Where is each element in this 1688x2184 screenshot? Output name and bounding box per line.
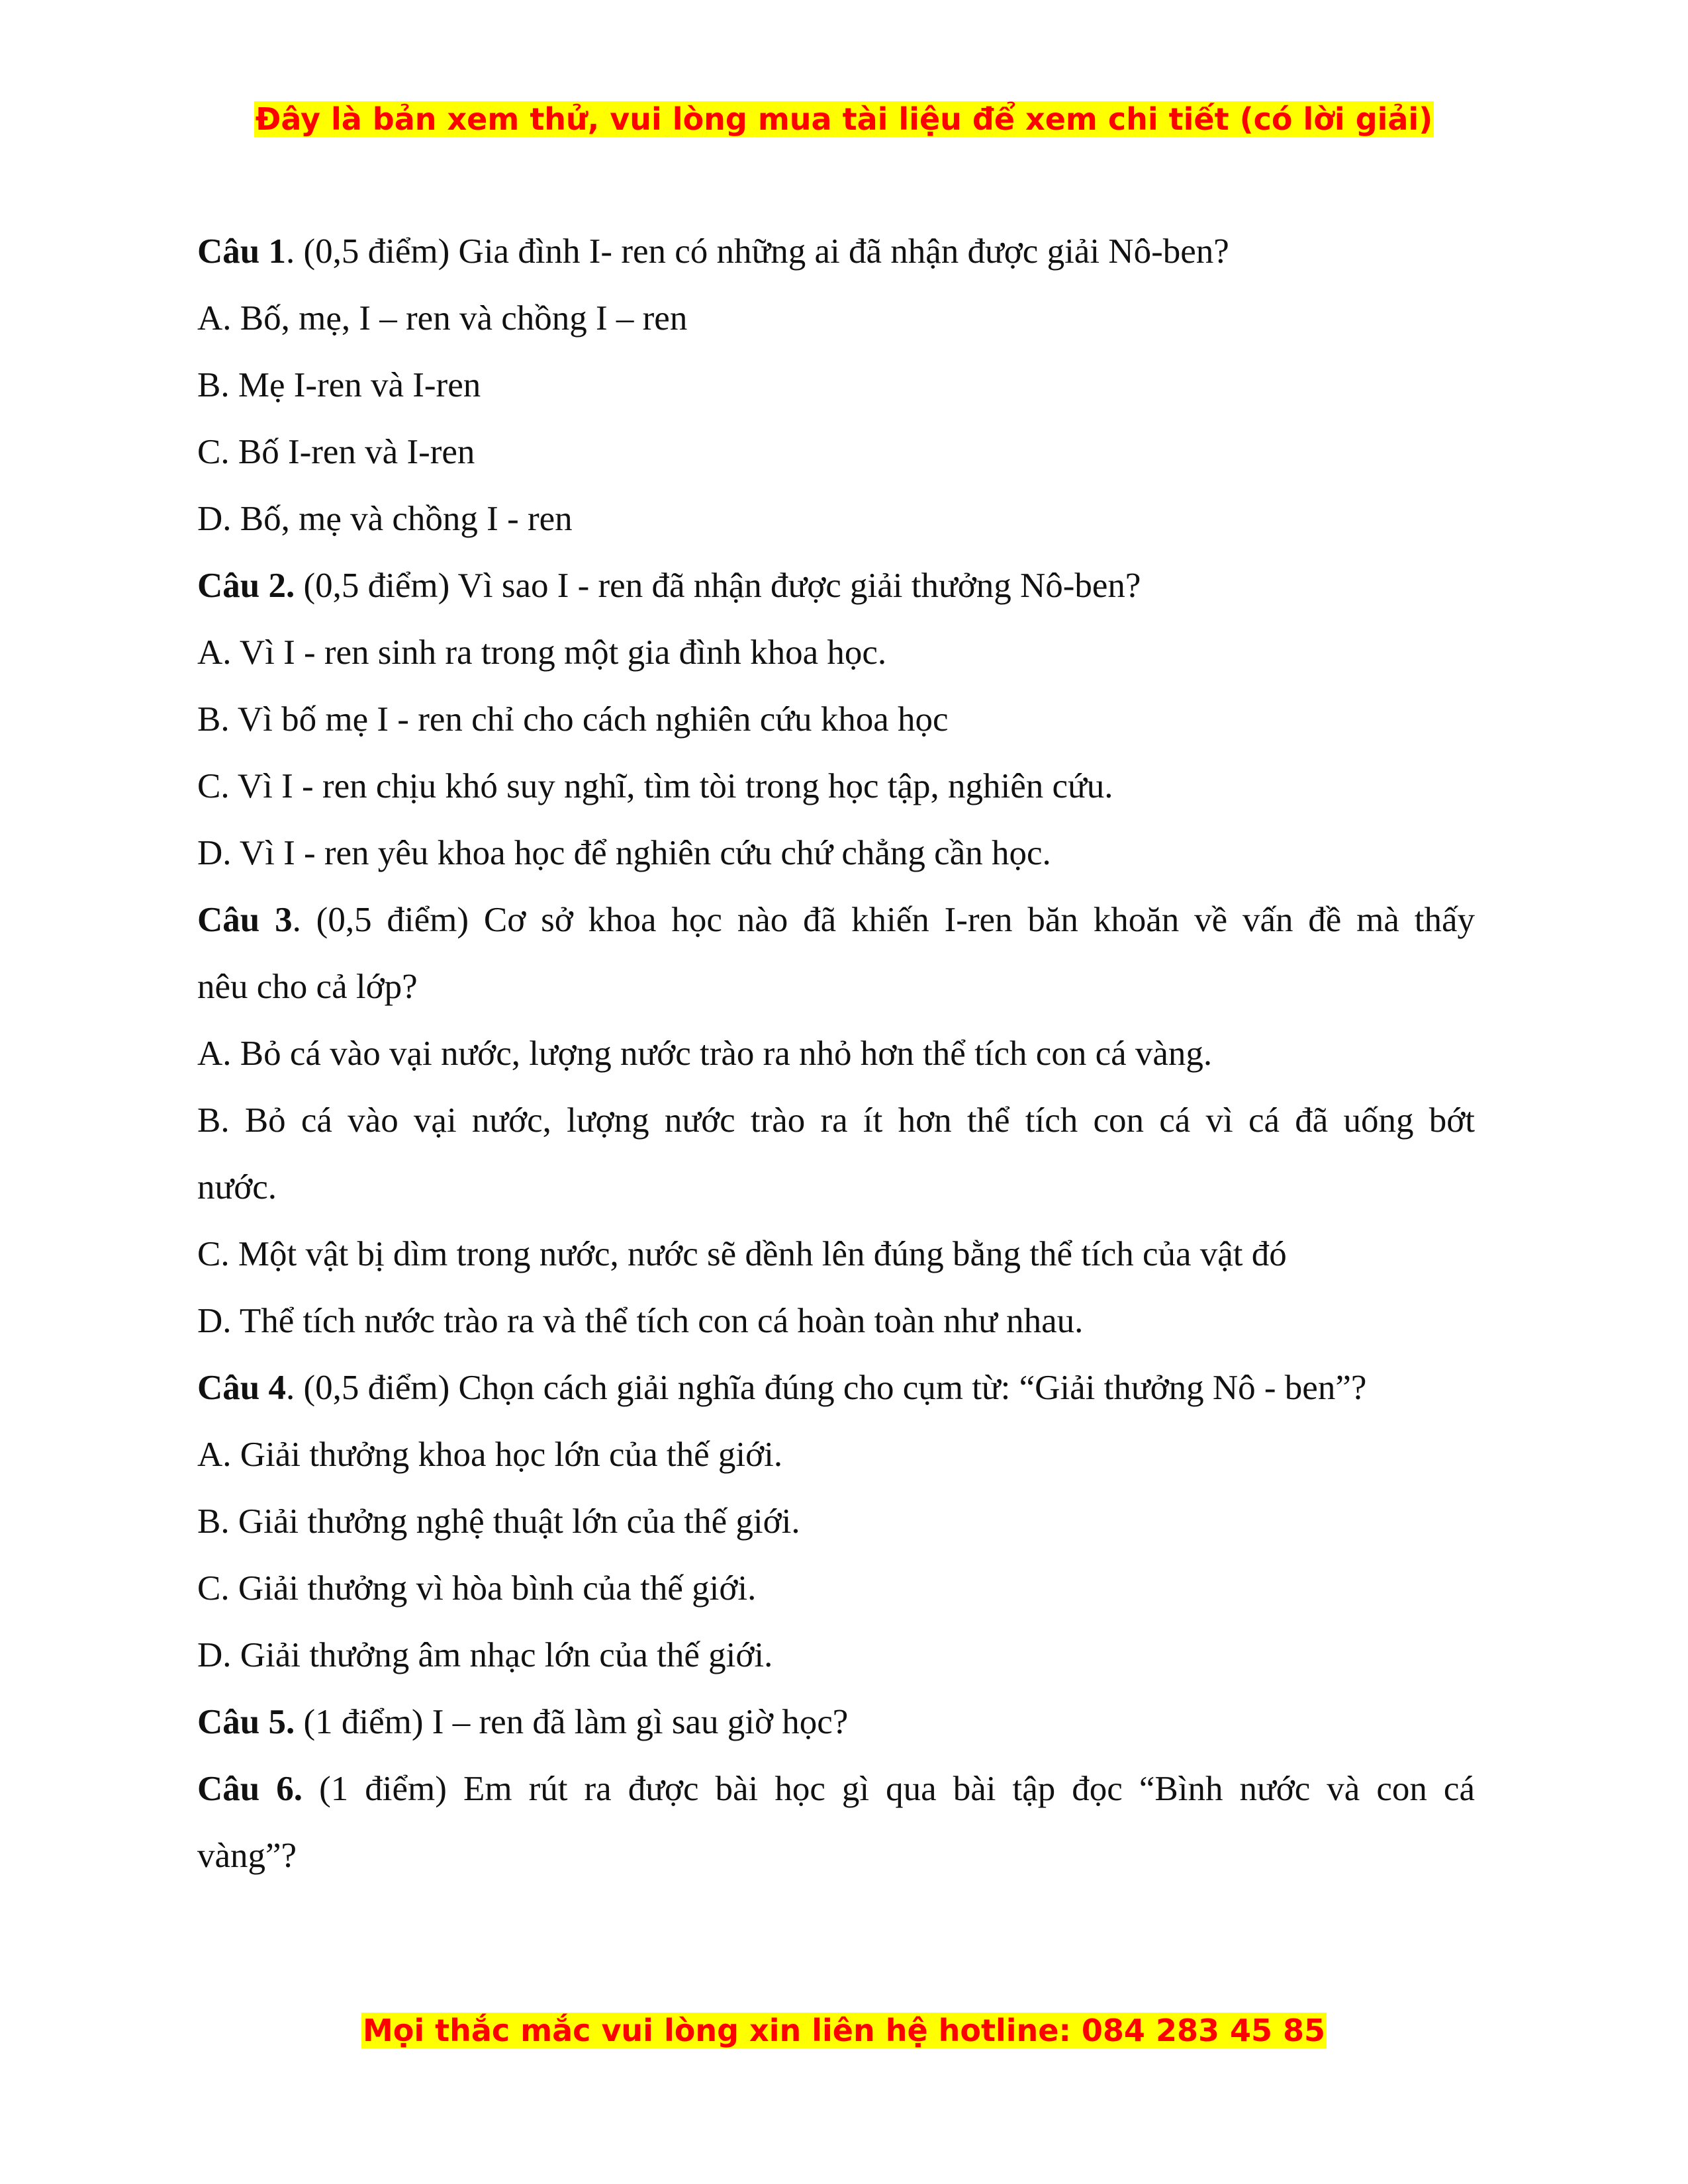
question-2-label: Câu 2. bbox=[197, 567, 295, 605]
preview-notice-text: Đây là bản xem thử, vui lòng mua tài liệu để xem chi tiết (có lời giải) bbox=[255, 101, 1433, 137]
question-6 bbox=[197, 1756, 1475, 1823]
question-3-text: . (0,5 điểm) Cơ sở khoa học nào đã khiến I-ren băn khoăn về vấn đề mà thấy bbox=[292, 901, 1475, 939]
question-3-option-a: A. Bỏ cá vào vại nước, lượng nước trào ra nhỏ hơn thể tích con cá vàng. bbox=[197, 1034, 1213, 1073]
question-4-label: Câu 4 bbox=[197, 1369, 287, 1407]
question-3 bbox=[197, 887, 1475, 954]
preview-notice bbox=[0, 98, 1688, 140]
question-4-text: . (0,5 điểm) Chọn cách giải nghĩa đúng cho cụm từ: “Giải thưởng Nô - ben”? bbox=[286, 1369, 1367, 1407]
question-1-text: . (0,5 điểm) Gia đình I- ren có những ai đã nhận được giải Nô-ben? bbox=[286, 232, 1229, 271]
question-6-label: Câu 6. bbox=[197, 1770, 303, 1808]
question-5 bbox=[197, 1689, 1475, 1756]
question-4-option-b: B. Giải thưởng nghệ thuật lớn của thế giới. bbox=[197, 1502, 800, 1541]
question-2-option-d: D. Vì I - ren yêu khoa học để nghiên cứu chứ chẳng cần học. bbox=[197, 834, 1051, 872]
question-4-option-c: C. Giải thưởng vì hòa bình của thế giới. bbox=[197, 1569, 757, 1608]
hotline-notice bbox=[0, 2009, 1688, 2052]
question-1-option-b: B. Mẹ I-ren và I-ren bbox=[197, 366, 481, 404]
question-5-label: Câu 5. bbox=[197, 1703, 295, 1741]
question-2-option-b: B. Vì bố mẹ I - ren chỉ cho cách nghiên cứu khoa học bbox=[197, 700, 949, 739]
question-1 bbox=[197, 218, 1475, 285]
question-3-option-d: D. Thể tích nước trào ra và thể tích con cá hoàn toàn như nhau. bbox=[197, 1302, 1084, 1340]
question-2-text: (0,5 điểm) Vì sao I - ren đã nhận được giải thưởng Nô-ben? bbox=[295, 567, 1141, 605]
question-2 bbox=[197, 553, 1475, 619]
hotline-notice-text: Mọi thắc mắc vui lòng xin liên hệ hotline: 084 283 45 85 bbox=[362, 2013, 1326, 2048]
question-1-label: Câu 1 bbox=[197, 232, 287, 271]
question-3-option-c: C. Một vật bị dìm trong nước, nước sẽ dềnh lên đúng bằng thể tích của vật đó bbox=[197, 1235, 1287, 1273]
question-4 bbox=[197, 1355, 1475, 1422]
question-5-text: (1 điểm) I – ren đã làm gì sau giờ học? bbox=[295, 1703, 849, 1741]
question-3-text-continued: nêu cho cả lớp? bbox=[197, 968, 418, 1006]
question-2-option-a: A. Vì I - ren sinh ra trong một gia đình khoa học. bbox=[197, 633, 887, 672]
question-3-option-b-continued: nước. bbox=[197, 1168, 277, 1206]
question-2-option-c: C. Vì I - ren chịu khó suy nghĩ, tìm tòi trong học tập, nghiên cứu. bbox=[197, 767, 1113, 805]
question-6-text-continued: vàng”? bbox=[197, 1837, 297, 1875]
question-1-option-c: C. Bố I-ren và I-ren bbox=[197, 433, 475, 471]
question-1-option-d: D. Bố, mẹ và chồng I - ren bbox=[197, 500, 573, 538]
question-list bbox=[197, 218, 1475, 1889]
question-1-option-a: A. Bố, mẹ, I – ren và chồng I – ren bbox=[197, 299, 688, 338]
question-3-label: Câu 3 bbox=[197, 901, 293, 939]
question-3-option-b: B. Bỏ cá vào vại nước, lượng nước trào ra ít hơn thể tích con cá vì cá đã uống bớt bbox=[197, 1101, 1475, 1140]
question-4-option-d: D. Giải thưởng âm nhạc lớn của thế giới. bbox=[197, 1636, 773, 1674]
question-6-text: (1 điểm) Em rút ra được bài học gì qua bài tập đọc “Bình nước và con cá bbox=[303, 1770, 1475, 1808]
question-4-option-a: A. Giải thưởng khoa học lớn của thế giới. bbox=[197, 1435, 783, 1474]
